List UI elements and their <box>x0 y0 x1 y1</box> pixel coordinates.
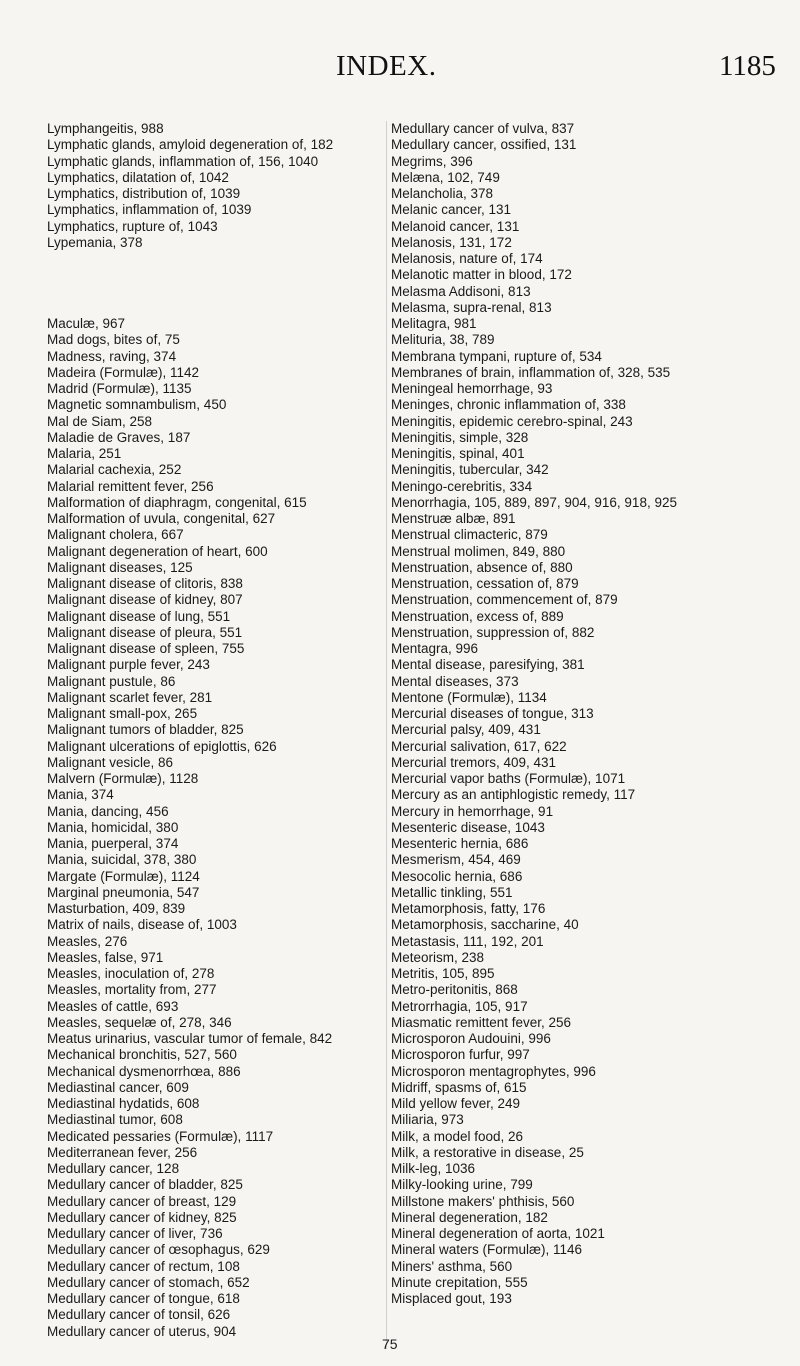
index-entry: Medicated pessaries (Formulæ), 1117 <box>47 1128 274 1144</box>
index-entry: Medullary cancer of tonsil, 626 <box>47 1307 231 1323</box>
index-entry: Malignant scarlet fever, 281 <box>47 689 213 705</box>
index-entry: Measles, false, 971 <box>47 949 164 965</box>
index-entry: Metallic tinkling, 551 <box>391 884 513 900</box>
index-entry: Masturbation, 409, 839 <box>47 901 186 916</box>
index-entry: Megrims, 396 <box>391 153 473 169</box>
index-entry: Membranes of brain, inflammation of, 328, 535 <box>391 364 671 380</box>
index-entry: Malignant degeneration of heart, 600 <box>47 543 268 559</box>
index-entry: Medullary cancer of rectum, 108 <box>47 1258 240 1274</box>
index-entry: Maculæ, 967 <box>47 316 126 331</box>
index-entry: Lymphatic glands, amyloid degeneration of, 182 <box>47 137 334 153</box>
index-entry: Milk, a restorative in disease, 25 <box>391 1144 584 1160</box>
page-number: 1185 <box>719 50 776 82</box>
index-entry: Mechanical dysmenorrhœa, 886 <box>47 1063 241 1079</box>
index-entry: Melanosis, 131, 172 <box>391 234 512 250</box>
index-entry: Lymphangeitis, 988 <box>47 121 164 136</box>
index-entry: Microsporon mentagrophytes, 996 <box>391 1063 596 1079</box>
index-entry: Menstruæ albæ, 891 <box>391 511 516 526</box>
index-entry: Malignant diseases, 125 <box>47 559 193 575</box>
index-entry: Madness, raving, 374 <box>47 348 177 364</box>
index-entry: Menstruation, cessation of, 879 <box>391 576 579 591</box>
index-entry: Menstruation, absence of, 880 <box>391 559 573 575</box>
index-entry: Metritis, 105, 895 <box>391 966 495 981</box>
index-entry: Menstruation, suppression of, 882 <box>391 624 595 640</box>
index-entry: Minute crepitation, 555 <box>391 1274 528 1290</box>
index-entry: Miliaria, 973 <box>391 1112 464 1128</box>
index-entry: Metamorphosis, saccharine, 40 <box>391 917 579 933</box>
left-index-column <box>47 121 379 1340</box>
index-entry: Medullary cancer of breast, 129 <box>47 1193 237 1209</box>
index-entry: Melancholia, 378 <box>391 186 494 201</box>
page-header <box>0 50 800 90</box>
index-entry: Membrana tympani, rupture of, 534 <box>391 348 602 364</box>
index-entry: Mania, suicidal, 378, 380 <box>47 852 197 868</box>
index-entry: Metastasis, 111, 192, 201 <box>391 933 544 949</box>
index-entry: Medullary cancer, 128 <box>47 1161 180 1176</box>
index-entry: Medullary cancer of vulva, 837 <box>391 121 575 136</box>
index-entry: Mental diseases, 373 <box>391 673 519 689</box>
index-entry: Measles, 276 <box>47 933 128 949</box>
index-entry: Mania, dancing, 456 <box>47 803 169 819</box>
index-group-m-continued <box>391 121 766 1307</box>
index-entry: Menstrual molimen, 849, 880 <box>391 543 566 559</box>
index-entry: Matrix of nails, disease of, 1003 <box>47 917 237 933</box>
index-entry: Meningitis, epidemic cerebro-spinal, 243 <box>391 413 633 429</box>
index-entry: Medullary cancer of tongue, 618 <box>47 1291 240 1306</box>
index-entry: Meninges, chronic inflammation of, 338 <box>391 397 626 413</box>
index-entry: Mineral degeneration, 182 <box>391 1209 548 1225</box>
index-entry: Mania, puerperal, 374 <box>47 836 179 851</box>
index-entry: Mesenteric disease, 1043 <box>391 819 545 835</box>
index-entry: Mad dogs, bites of, 75 <box>47 332 180 348</box>
index-entry: Mercury as an antiphlogistic remedy, 117 <box>391 787 636 803</box>
index-entry: Medullary cancer of uterus, 904 <box>47 1323 237 1339</box>
index-entry: Melasma Addisoni, 813 <box>391 283 531 299</box>
index-entry: Malignant ulcerations of epiglottis, 626 <box>47 738 277 754</box>
index-entry: Measles, sequelæ of, 278, 346 <box>47 1014 232 1030</box>
index-entry: Malaria, 251 <box>47 446 122 461</box>
index-entry: Malignant disease of lung, 551 <box>47 608 231 624</box>
index-entry: Mechanical bronchitis, 527, 560 <box>47 1047 237 1063</box>
index-entry: Malignant disease of clitoris, 838 <box>47 576 243 591</box>
index-entry: Malignant cholera, 667 <box>47 527 184 543</box>
index-entry: Magnetic somnambulism, 450 <box>47 397 227 413</box>
index-entry: Madrid (Formulæ), 1135 <box>47 381 192 396</box>
column-divider <box>386 121 387 1349</box>
index-entry: Mesocolic hernia, 686 <box>391 868 523 884</box>
index-entry: Measles, inoculation of, 278 <box>47 966 215 981</box>
index-entry: Menstruation, excess of, 889 <box>391 608 564 624</box>
index-entry: Malignant purple fever, 243 <box>47 657 210 673</box>
index-entry: Malarial cachexia, 252 <box>47 462 182 478</box>
index-entry: Milky-looking urine, 799 <box>391 1177 533 1193</box>
index-entry: Mediastinal cancer, 609 <box>47 1079 189 1095</box>
index-entry: Malformation of diaphragm, congenital, 615 <box>47 494 307 510</box>
index-entry: Metro-peritonitis, 868 <box>391 982 518 998</box>
index-entry: Meteorism, 238 <box>391 949 485 965</box>
index-entry: Menorrhagia, 105, 889, 897, 904, 916, 918, 925 <box>391 494 677 510</box>
index-entry: Mercury in hemorrhage, 91 <box>391 803 554 819</box>
index-entry: Mesenteric hernia, 686 <box>391 836 529 851</box>
index-entry: Margate (Formulæ), 1124 <box>47 868 200 884</box>
index-entry: Melasma, supra-renal, 813 <box>391 299 552 315</box>
index-entry: Mineral degeneration of aorta, 1021 <box>391 1226 605 1241</box>
index-entry: Milk, a model food, 26 <box>391 1128 524 1144</box>
index-entry: Medullary cancer of bladder, 825 <box>47 1177 243 1193</box>
index-entry: Metamorphosis, fatty, 176 <box>391 901 546 916</box>
index-entry: Mania, homicidal, 380 <box>47 819 179 835</box>
index-entry: Mesmerism, 454, 469 <box>391 852 521 868</box>
index-entry: Meningeal hemorrhage, 93 <box>391 381 553 396</box>
index-entry: Melituria, 38, 789 <box>391 332 495 348</box>
index-entry: Malformation of uvula, congenital, 627 <box>47 511 276 526</box>
index-entry: Mediterranean fever, 256 <box>47 1144 198 1160</box>
index-entry: Medullary cancer of liver, 736 <box>47 1226 223 1241</box>
index-entry: Meningo-cerebritis, 334 <box>391 478 533 494</box>
index-entry: Mentagra, 996 <box>391 641 479 656</box>
index-group-l <box>47 121 379 251</box>
index-entry: Mercurial tremors, 409, 431 <box>391 754 557 770</box>
index-entry: Medullary cancer, ossified, 131 <box>391 137 577 153</box>
index-entry: Medullary cancer of œsophagus, 629 <box>47 1242 270 1258</box>
index-entry: Malvern (Formulæ), 1128 <box>47 771 199 786</box>
index-entry: Milk-leg, 1036 <box>391 1161 476 1176</box>
index-entry: Maladie de Graves, 187 <box>47 429 191 445</box>
index-entry: Malignant small-pox, 265 <box>47 706 198 721</box>
index-entry: Malignant disease of spleen, 755 <box>47 641 245 656</box>
index-entry: Melæna, 102, 749 <box>391 169 500 185</box>
index-entry: Melitagra, 981 <box>391 316 477 331</box>
index-entry: Malignant vesicle, 86 <box>47 754 174 770</box>
index-entry: Lymphatics, rupture of, 1043 <box>47 218 218 234</box>
index-entry: Marginal pneumonia, 547 <box>47 884 200 900</box>
index-entry: Lypemania, 378 <box>47 234 143 250</box>
index-entry: Medullary cancer of kidney, 825 <box>47 1209 237 1225</box>
group-spacer <box>47 251 379 316</box>
index-entry: Midriff, spasms of, 615 <box>391 1079 527 1095</box>
index-entry: Miasmatic remittent fever, 256 <box>391 1014 572 1030</box>
index-entry: Miners' asthma, 560 <box>391 1258 513 1274</box>
index-entry: Mercurial vapor baths (Formulæ), 1071 <box>391 771 626 786</box>
index-entry: Microsporon furfur, 997 <box>391 1047 530 1063</box>
index-entry: Misplaced gout, 193 <box>391 1291 512 1306</box>
index-entry: Lymphatics, dilatation of, 1042 <box>47 169 229 185</box>
index-entry: Malignant pustule, 86 <box>47 673 176 689</box>
index-entry: Mercurial palsy, 409, 431 <box>391 722 541 738</box>
index-entry: Mercurial diseases of tongue, 313 <box>391 706 594 721</box>
index-entry: Malignant disease of kidney, 807 <box>47 592 243 608</box>
index-entry: Melanosis, nature of, 174 <box>391 251 543 266</box>
signature-mark: 75 <box>382 1336 398 1352</box>
index-entry: Malignant tumors of bladder, 825 <box>47 722 244 738</box>
index-entry: Mediastinal tumor, 608 <box>47 1112 183 1128</box>
index-entry: Malignant disease of pleura, 551 <box>47 624 243 640</box>
index-entry: Medullary cancer of stomach, 652 <box>47 1274 250 1290</box>
running-title: INDEX. <box>336 50 437 82</box>
index-entry: Meningitis, spinal, 401 <box>391 446 525 461</box>
index-entry: Meningitis, simple, 328 <box>391 429 529 445</box>
index-entry: Mania, 374 <box>47 787 114 803</box>
index-entry: Melanotic matter in blood, 172 <box>391 267 572 283</box>
index-entry: Microsporon Audouini, 996 <box>391 1031 551 1046</box>
right-index-column <box>391 121 766 1307</box>
index-entry: Mild yellow fever, 249 <box>391 1096 521 1111</box>
index-entry: Malarial remittent fever, 256 <box>47 478 214 494</box>
index-entry: Meatus urinarius, vascular tumor of female, 842 <box>47 1031 333 1046</box>
index-entry: Millstone makers' phthisis, 560 <box>391 1193 575 1209</box>
index-entry: Madeira (Formulæ), 1142 <box>47 364 200 380</box>
index-entry: Lymphatic glands, inflammation of, 156, 1040 <box>47 153 319 169</box>
index-entry: Mineral waters (Formulæ), 1146 <box>391 1242 583 1258</box>
index-entry: Measles of cattle, 693 <box>47 998 179 1014</box>
index-entry: Lymphatics, inflammation of, 1039 <box>47 202 252 218</box>
index-entry: Mal de Siam, 258 <box>47 413 153 429</box>
index-entry: Lymphatics, distribution of, 1039 <box>47 186 241 201</box>
index-entry: Melanoid cancer, 131 <box>391 218 520 234</box>
index-entry: Menstruation, commencement of, 879 <box>391 592 618 608</box>
index-entry: Metrorrhagia, 105, 917 <box>391 998 528 1014</box>
index-entry: Mental disease, paresifying, 381 <box>391 657 585 673</box>
index-entry: Melanic cancer, 131 <box>391 202 512 218</box>
index-group-m <box>47 316 379 1340</box>
index-entry: Menstrual climacteric, 879 <box>391 527 548 543</box>
index-entry: Mercurial salivation, 617, 622 <box>391 738 567 754</box>
index-entry: Mediastinal hydatids, 608 <box>47 1096 200 1111</box>
index-entry: Mentone (Formulæ), 1134 <box>391 689 547 705</box>
index-entry: Meningitis, tubercular, 342 <box>391 462 549 478</box>
index-entry: Measles, mortality from, 277 <box>47 982 217 998</box>
